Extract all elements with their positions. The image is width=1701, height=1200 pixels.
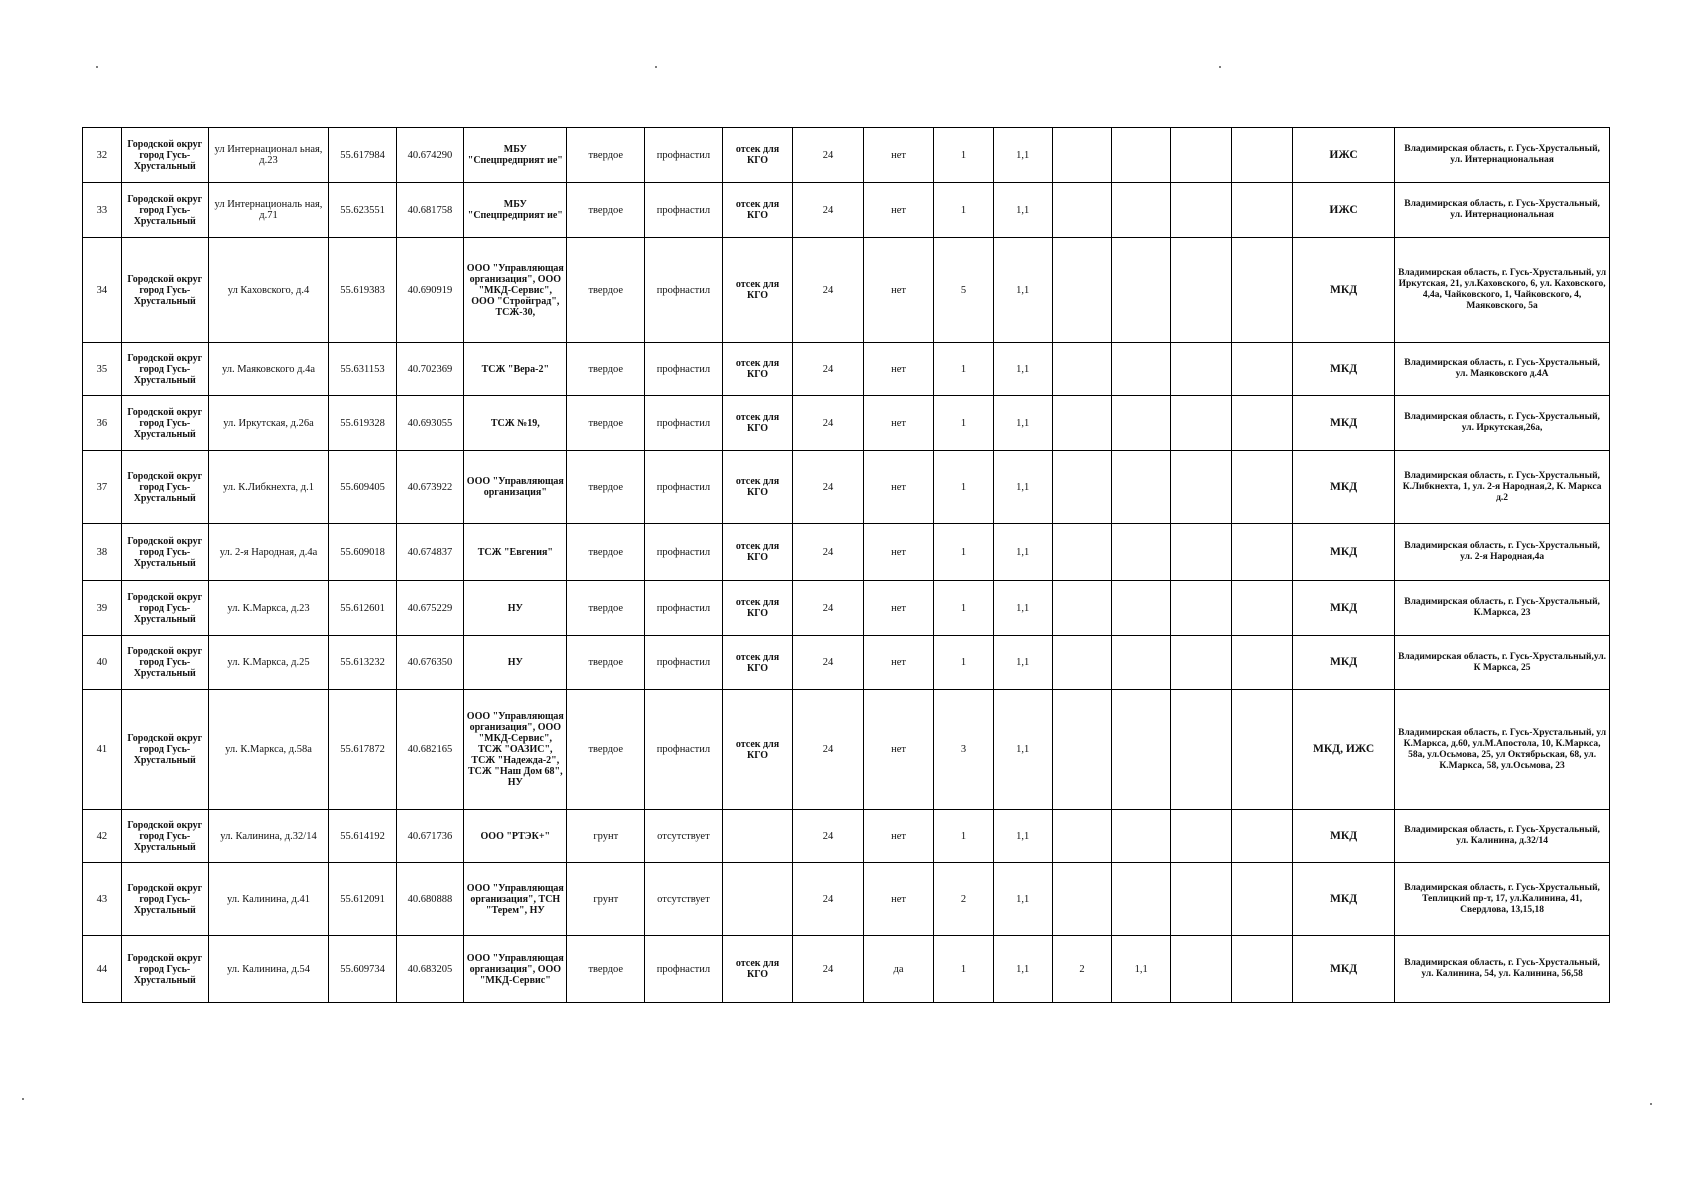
row-number: 41 <box>83 690 122 810</box>
extra-count-cell <box>1052 690 1111 810</box>
empty-cell <box>1231 396 1292 451</box>
district-cell: Городской округ город Гусь-Хрустальный <box>121 524 208 581</box>
served-addresses-cell: Владимирская область, г. Гусь-Хрустальный, ул. 2-я Народная,4а <box>1395 524 1610 581</box>
container-volume-cell: 1,1 <box>993 581 1052 636</box>
organization-cell: ООО "РТЭК+" <box>464 810 567 863</box>
extra-volume-cell <box>1112 636 1171 690</box>
empty-cell <box>1171 636 1231 690</box>
container-volume-cell: 1,1 <box>993 863 1052 936</box>
roof-cell: нет <box>863 524 934 581</box>
container-volume-cell: 1,1 <box>993 183 1052 238</box>
scan-mark <box>22 1098 24 1100</box>
fence-cell: профнастил <box>645 238 723 343</box>
container-volume-cell: 1,1 <box>993 451 1052 524</box>
surface-cell: грунт <box>567 810 645 863</box>
organization-cell: НУ <box>464 581 567 636</box>
table-row <box>83 690 1610 810</box>
district-cell: Городской округ город Гусь-Хрустальный <box>121 863 208 936</box>
scan-mark <box>655 66 657 68</box>
surface-cell: твердое <box>567 936 645 1003</box>
container-count-cell: 1 <box>934 810 993 863</box>
latitude-cell: 55.623551 <box>329 183 396 238</box>
roof-cell: нет <box>863 581 934 636</box>
extra-volume-cell: 1,1 <box>1112 936 1171 1003</box>
served-addresses-cell: Владимирская область, г. Гусь-Хрустальный, К.Либкнехта, 1, ул. 2-я Народная,2, К. Маркса д.2 <box>1395 451 1610 524</box>
latitude-cell: 55.619328 <box>329 396 396 451</box>
container-place-cell: отсек для КГО <box>722 183 793 238</box>
longitude-cell: 40.673922 <box>396 451 463 524</box>
street-cell: ул. Калинина, д.54 <box>208 936 329 1003</box>
row-number: 42 <box>83 810 122 863</box>
longitude-cell: 40.675229 <box>396 581 463 636</box>
street-cell: ул Каховского, д.4 <box>208 238 329 343</box>
extra-volume-cell <box>1112 690 1171 810</box>
surface-cell: твердое <box>567 128 645 183</box>
street-cell: ул. Маяковского д.4а <box>208 343 329 396</box>
street-cell: ул. Калинина, д.32/14 <box>208 810 329 863</box>
container-place-cell: отсек для КГО <box>722 343 793 396</box>
container-count-cell: 2 <box>934 863 993 936</box>
served-addresses-cell: Владимирская область, г. Гусь-Хрустальный, ул Иркутская, 21, ул.Каховского, 6, ул. Каховского, 4,4а, Чайковского, 1, Чайковского, 4, Маяковского, 5а <box>1395 238 1610 343</box>
row-number: 33 <box>83 183 122 238</box>
container-volume-cell: 1,1 <box>993 524 1052 581</box>
area-cell: 24 <box>793 636 864 690</box>
latitude-cell: 55.612091 <box>329 863 396 936</box>
area-cell: 24 <box>793 183 864 238</box>
container-count-cell: 1 <box>934 524 993 581</box>
area-cell: 24 <box>793 581 864 636</box>
container-place-cell: отсек для КГО <box>722 690 793 810</box>
scan-mark <box>1650 1103 1652 1105</box>
organization-cell: ООО "Управляющая организация", ТСН "Терем", НУ <box>464 863 567 936</box>
empty-cell <box>1231 343 1292 396</box>
district-cell: Городской округ город Гусь-Хрустальный <box>121 451 208 524</box>
table-body <box>83 128 1610 1003</box>
organization-cell: ТСЖ "Евгения" <box>464 524 567 581</box>
container-count-cell: 1 <box>934 128 993 183</box>
street-cell: ул. К.Маркса, д.23 <box>208 581 329 636</box>
organization-cell: НУ <box>464 636 567 690</box>
latitude-cell: 55.614192 <box>329 810 396 863</box>
served-addresses-cell: Владимирская область, г. Гусь-Хрустальный, ул К.Маркса, д.60, ул.М.Апостола, 10, К.Маркса, 58а, ул.Осьмова, 25, ул Октябрьская, 68, ул. К.Маркса, 58, ул.Осьмова, 23 <box>1395 690 1610 810</box>
container-volume-cell: 1,1 <box>993 343 1052 396</box>
extra-volume-cell <box>1112 524 1171 581</box>
district-cell: Городской округ город Гусь-Хрустальный <box>121 690 208 810</box>
extra-volume-cell <box>1112 396 1171 451</box>
fence-cell: профнастил <box>645 636 723 690</box>
extra-count-cell <box>1052 238 1111 343</box>
district-cell: Городской округ город Гусь-Хрустальный <box>121 936 208 1003</box>
empty-cell <box>1171 581 1231 636</box>
fence-cell: профнастил <box>645 581 723 636</box>
housing-type-cell: МКД <box>1292 451 1394 524</box>
container-count-cell: 1 <box>934 343 993 396</box>
container-count-cell: 1 <box>934 451 993 524</box>
longitude-cell: 40.682165 <box>396 690 463 810</box>
longitude-cell: 40.693055 <box>396 396 463 451</box>
longitude-cell: 40.676350 <box>396 636 463 690</box>
latitude-cell: 55.619383 <box>329 238 396 343</box>
empty-cell <box>1171 343 1231 396</box>
container-place-cell: отсек для КГО <box>722 128 793 183</box>
street-cell: ул Интернациональ ная, д.71 <box>208 183 329 238</box>
roof-cell: нет <box>863 810 934 863</box>
organization-cell: ТСЖ №19, <box>464 396 567 451</box>
row-number: 43 <box>83 863 122 936</box>
served-addresses-cell: Владимирская область, г. Гусь-Хрустальный, Теплицкий пр-т, 17, ул.Калинина, 41, Свердлова, 13,15,18 <box>1395 863 1610 936</box>
street-cell: ул. Иркутская, д.26а <box>208 396 329 451</box>
housing-type-cell: МКД, ИЖС <box>1292 690 1394 810</box>
container-count-cell: 3 <box>934 690 993 810</box>
container-volume-cell: 1,1 <box>993 238 1052 343</box>
housing-type-cell: МКД <box>1292 636 1394 690</box>
empty-cell <box>1231 936 1292 1003</box>
housing-type-cell: МКД <box>1292 863 1394 936</box>
area-cell: 24 <box>793 863 864 936</box>
surface-cell: твердое <box>567 238 645 343</box>
fence-cell: отсутствует <box>645 810 723 863</box>
extra-count-cell <box>1052 128 1111 183</box>
latitude-cell: 55.617984 <box>329 128 396 183</box>
area-cell: 24 <box>793 128 864 183</box>
extra-count-cell <box>1052 183 1111 238</box>
extra-volume-cell <box>1112 810 1171 863</box>
row-number: 38 <box>83 524 122 581</box>
empty-cell <box>1171 396 1231 451</box>
registry-table <box>82 127 1610 1003</box>
roof-cell: да <box>863 936 934 1003</box>
area-cell: 24 <box>793 810 864 863</box>
container-place-cell: отсек для КГО <box>722 524 793 581</box>
street-cell: ул. К.Маркса, д.58а <box>208 690 329 810</box>
served-addresses-cell: Владимирская область, г. Гусь-Хрустальный, К.Маркса, 23 <box>1395 581 1610 636</box>
container-count-cell: 1 <box>934 581 993 636</box>
table-row <box>83 581 1610 636</box>
row-number: 34 <box>83 238 122 343</box>
extra-volume-cell <box>1112 451 1171 524</box>
organization-cell: МБУ "Спецпредприят ие" <box>464 183 567 238</box>
longitude-cell: 40.690919 <box>396 238 463 343</box>
served-addresses-cell: Владимирская область, г. Гусь-Хрустальный, ул. Калинина, 54, ул. Калинина, 56,58 <box>1395 936 1610 1003</box>
latitude-cell: 55.609734 <box>329 936 396 1003</box>
container-place-cell: отсек для КГО <box>722 396 793 451</box>
row-number: 44 <box>83 936 122 1003</box>
housing-type-cell: ИЖС <box>1292 128 1394 183</box>
extra-volume-cell <box>1112 581 1171 636</box>
empty-cell <box>1171 238 1231 343</box>
row-number: 37 <box>83 451 122 524</box>
street-cell: ул. К.Либкнехта, д.1 <box>208 451 329 524</box>
container-place-cell: отсек для КГО <box>722 238 793 343</box>
extra-volume-cell <box>1112 863 1171 936</box>
latitude-cell: 55.612601 <box>329 581 396 636</box>
empty-cell <box>1171 690 1231 810</box>
container-volume-cell: 1,1 <box>993 396 1052 451</box>
container-count-cell: 1 <box>934 396 993 451</box>
served-addresses-cell: Владимирская область, г. Гусь-Хрустальный, ул. Калинина, д.32/14 <box>1395 810 1610 863</box>
longitude-cell: 40.681758 <box>396 183 463 238</box>
district-cell: Городской округ город Гусь-Хрустальный <box>121 183 208 238</box>
extra-count-cell <box>1052 863 1111 936</box>
area-cell: 24 <box>793 238 864 343</box>
empty-cell <box>1171 810 1231 863</box>
empty-cell <box>1231 524 1292 581</box>
fence-cell: профнастил <box>645 396 723 451</box>
extra-count-cell <box>1052 396 1111 451</box>
latitude-cell: 55.609405 <box>329 451 396 524</box>
surface-cell: твердое <box>567 524 645 581</box>
row-number: 40 <box>83 636 122 690</box>
table-row <box>83 863 1610 936</box>
empty-cell <box>1231 183 1292 238</box>
container-place-cell: отсек для КГО <box>722 636 793 690</box>
roof-cell: нет <box>863 863 934 936</box>
organization-cell: МБУ "Спецпредприят ие" <box>464 128 567 183</box>
extra-count-cell <box>1052 636 1111 690</box>
table-row <box>83 810 1610 863</box>
housing-type-cell: МКД <box>1292 524 1394 581</box>
district-cell: Городской округ город Гусь-Хрустальный <box>121 581 208 636</box>
table-row <box>83 936 1610 1003</box>
table-row <box>83 396 1610 451</box>
empty-cell <box>1171 524 1231 581</box>
empty-cell <box>1231 863 1292 936</box>
table-row <box>83 238 1610 343</box>
extra-count-cell <box>1052 581 1111 636</box>
district-cell: Городской округ город Гусь-Хрустальный <box>121 238 208 343</box>
container-count-cell: 1 <box>934 183 993 238</box>
served-addresses-cell: Владимирская область, г. Гусь-Хрустальный, ул. Интернациональная <box>1395 183 1610 238</box>
street-cell: ул. 2-я Народная, д.4а <box>208 524 329 581</box>
district-cell: Городской округ город Гусь-Хрустальный <box>121 810 208 863</box>
housing-type-cell: МКД <box>1292 581 1394 636</box>
empty-cell <box>1231 238 1292 343</box>
latitude-cell: 55.631153 <box>329 343 396 396</box>
street-cell: ул. К.Маркса, д.25 <box>208 636 329 690</box>
longitude-cell: 40.702369 <box>396 343 463 396</box>
area-cell: 24 <box>793 396 864 451</box>
fence-cell: отсутствует <box>645 863 723 936</box>
scan-mark <box>1219 66 1221 68</box>
empty-cell <box>1231 636 1292 690</box>
latitude-cell: 55.609018 <box>329 524 396 581</box>
surface-cell: твердое <box>567 451 645 524</box>
housing-type-cell: МКД <box>1292 238 1394 343</box>
surface-cell: твердое <box>567 343 645 396</box>
area-cell: 24 <box>793 524 864 581</box>
container-volume-cell: 1,1 <box>993 128 1052 183</box>
street-cell: ул Интернационал ьная, д.23 <box>208 128 329 183</box>
roof-cell: нет <box>863 128 934 183</box>
container-place-cell: отсек для КГО <box>722 581 793 636</box>
extra-count-cell: 2 <box>1052 936 1111 1003</box>
organization-cell: ООО "Управляющая организация", ООО "МКД-Сервис", ТСЖ "ОАЗИС", ТСЖ "Надежда-2", ТСЖ "Наш Дом 68", НУ <box>464 690 567 810</box>
container-volume-cell: 1,1 <box>993 636 1052 690</box>
surface-cell: твердое <box>567 636 645 690</box>
roof-cell: нет <box>863 636 934 690</box>
organization-cell: ООО "Управляющая организация", ООО "МКД-Сервис" <box>464 936 567 1003</box>
scan-mark <box>96 66 98 68</box>
empty-cell <box>1171 183 1231 238</box>
district-cell: Городской округ город Гусь-Хрустальный <box>121 343 208 396</box>
surface-cell: твердое <box>567 690 645 810</box>
organization-cell: ООО "Управляющая организация", ООО "МКД-Сервис", ООО "Стройград", ТСЖ-30, <box>464 238 567 343</box>
extra-count-cell <box>1052 524 1111 581</box>
housing-type-cell: МКД <box>1292 396 1394 451</box>
district-cell: Городской округ город Гусь-Хрустальный <box>121 636 208 690</box>
housing-type-cell: МКД <box>1292 810 1394 863</box>
organization-cell: ТСЖ "Вера-2" <box>464 343 567 396</box>
longitude-cell: 40.683205 <box>396 936 463 1003</box>
roof-cell: нет <box>863 690 934 810</box>
surface-cell: твердое <box>567 581 645 636</box>
empty-cell <box>1171 936 1231 1003</box>
container-volume-cell: 1,1 <box>993 690 1052 810</box>
longitude-cell: 40.674290 <box>396 128 463 183</box>
container-place-cell <box>722 810 793 863</box>
served-addresses-cell: Владимирская область, г. Гусь-Хрустальный, ул. Иркутская,26а, <box>1395 396 1610 451</box>
fence-cell: профнастил <box>645 451 723 524</box>
extra-count-cell <box>1052 451 1111 524</box>
longitude-cell: 40.680888 <box>396 863 463 936</box>
fence-cell: профнастил <box>645 936 723 1003</box>
table-row <box>83 343 1610 396</box>
empty-cell <box>1231 451 1292 524</box>
extra-count-cell <box>1052 810 1111 863</box>
area-cell: 24 <box>793 936 864 1003</box>
container-place-cell: отсек для КГО <box>722 936 793 1003</box>
roof-cell: нет <box>863 238 934 343</box>
row-number: 35 <box>83 343 122 396</box>
extra-volume-cell <box>1112 238 1171 343</box>
area-cell: 24 <box>793 451 864 524</box>
table-row <box>83 636 1610 690</box>
container-place-cell <box>722 863 793 936</box>
row-number: 39 <box>83 581 122 636</box>
district-cell: Городской округ город Гусь-Хрустальный <box>121 396 208 451</box>
table-row <box>83 524 1610 581</box>
fence-cell: профнастил <box>645 128 723 183</box>
longitude-cell: 40.674837 <box>396 524 463 581</box>
container-volume-cell: 1,1 <box>993 810 1052 863</box>
extra-volume-cell <box>1112 128 1171 183</box>
organization-cell: ООО "Управляющая организация" <box>464 451 567 524</box>
empty-cell <box>1231 810 1292 863</box>
container-count-cell: 1 <box>934 636 993 690</box>
empty-cell <box>1231 128 1292 183</box>
empty-cell <box>1171 451 1231 524</box>
roof-cell: нет <box>863 183 934 238</box>
row-number: 36 <box>83 396 122 451</box>
fence-cell: профнастил <box>645 343 723 396</box>
area-cell: 24 <box>793 343 864 396</box>
empty-cell <box>1231 690 1292 810</box>
container-place-cell: отсек для КГО <box>722 451 793 524</box>
housing-type-cell: МКД <box>1292 343 1394 396</box>
surface-cell: твердое <box>567 396 645 451</box>
served-addresses-cell: Владимирская область, г. Гусь-Хрустальный, ул. Маяковского д.4А <box>1395 343 1610 396</box>
fence-cell: профнастил <box>645 690 723 810</box>
housing-type-cell: ИЖС <box>1292 183 1394 238</box>
table-row <box>83 128 1610 183</box>
served-addresses-cell: Владимирская область, г. Гусь-Хрустальный, ул. Интернациональная <box>1395 128 1610 183</box>
empty-cell <box>1171 863 1231 936</box>
empty-cell <box>1171 128 1231 183</box>
container-count-cell: 5 <box>934 238 993 343</box>
empty-cell <box>1231 581 1292 636</box>
latitude-cell: 55.613232 <box>329 636 396 690</box>
roof-cell: нет <box>863 343 934 396</box>
area-cell: 24 <box>793 690 864 810</box>
roof-cell: нет <box>863 451 934 524</box>
container-count-cell: 1 <box>934 936 993 1003</box>
extra-volume-cell <box>1112 183 1171 238</box>
longitude-cell: 40.671736 <box>396 810 463 863</box>
extra-count-cell <box>1052 343 1111 396</box>
fence-cell: профнастил <box>645 524 723 581</box>
district-cell: Городской округ город Гусь-Хрустальный <box>121 128 208 183</box>
table-row <box>83 183 1610 238</box>
served-addresses-cell: Владимирская область, г. Гусь-Хрустальный,ул. К Маркса, 25 <box>1395 636 1610 690</box>
row-number: 32 <box>83 128 122 183</box>
fence-cell: профнастил <box>645 183 723 238</box>
housing-type-cell: МКД <box>1292 936 1394 1003</box>
surface-cell: твердое <box>567 183 645 238</box>
latitude-cell: 55.617872 <box>329 690 396 810</box>
extra-volume-cell <box>1112 343 1171 396</box>
table-row <box>83 451 1610 524</box>
surface-cell: грунт <box>567 863 645 936</box>
street-cell: ул. Калинина, д.41 <box>208 863 329 936</box>
roof-cell: нет <box>863 396 934 451</box>
container-volume-cell: 1,1 <box>993 936 1052 1003</box>
